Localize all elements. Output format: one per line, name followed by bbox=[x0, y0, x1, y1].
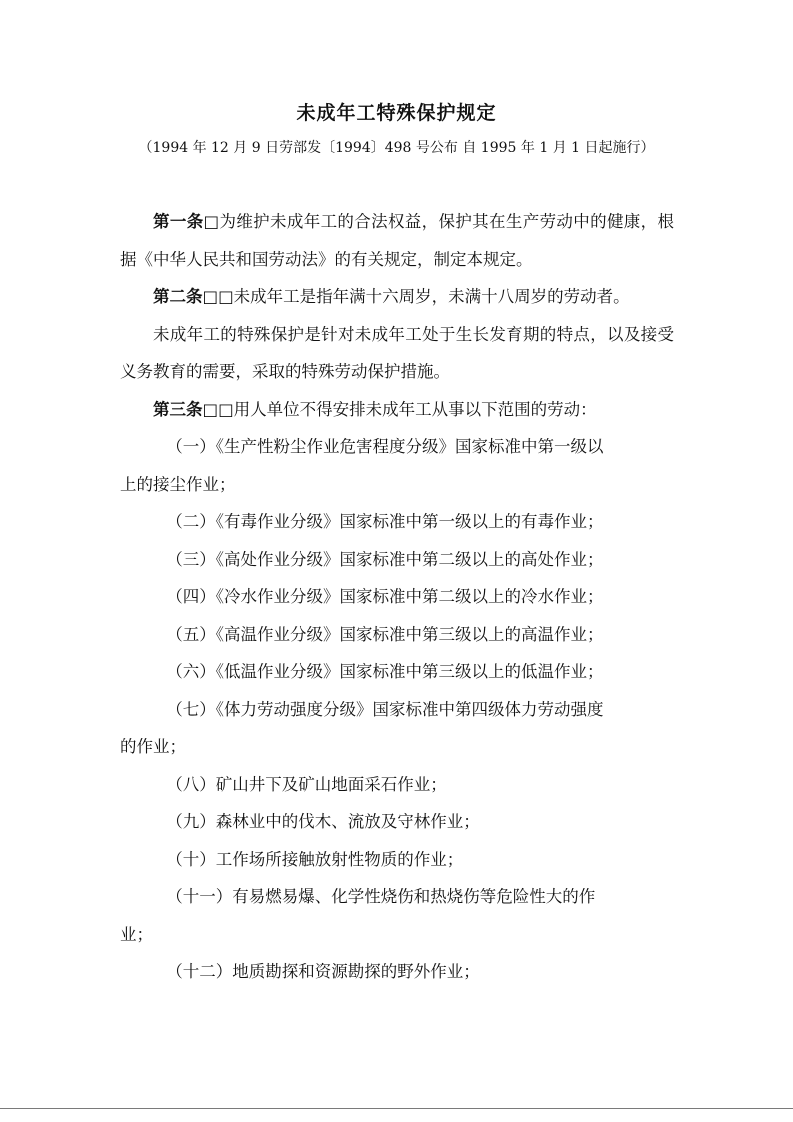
list-item-continuation: 上的接尘作业； bbox=[120, 474, 236, 494]
list-item: （八）矿山井下及矿山地面采石作业； bbox=[166, 774, 447, 794]
list-item: （六）《低温作业分级》国家标准中第三级以上的低温作业； bbox=[166, 662, 604, 681]
article-1-label: 第一条 bbox=[153, 212, 204, 231]
list-item: （九）森林业中的伐木、流放及守林作业； bbox=[166, 812, 480, 831]
list-item-continuation: 业； bbox=[120, 924, 153, 944]
list-item: （五）《高温作业分级》国家标准中第三级以上的高温作业； bbox=[166, 624, 604, 644]
article-3-label: 第三条 bbox=[153, 399, 203, 419]
article-2-paragraph-2: 未成年工的特殊保护是针对未成年工处于生长发育期的特点，以及接受义务教育的需要，采取的特殊劳动保护措施。 bbox=[120, 324, 674, 381]
list-item: （三）《高处作业分级》国家标准中第二级以上的高处作业； bbox=[166, 549, 604, 569]
list-item: （十二）地质勘探和资源勘探的野外作业； bbox=[166, 962, 480, 981]
list-item: （七）《体力劳动强度分级》国家标准中第四级体力劳动强度 bbox=[166, 699, 604, 719]
article-2 bbox=[120, 278, 674, 316]
article-1 bbox=[120, 203, 674, 278]
list-item: （四）《冷水作业分级》国家标准中第二级以上的冷水作业； bbox=[166, 587, 604, 606]
article-3 bbox=[120, 391, 674, 429]
article-2-label: 第二条 bbox=[153, 287, 203, 306]
list-item-continuation: 的作业； bbox=[120, 737, 186, 756]
document-title: 未成年工特殊保护规定 bbox=[296, 102, 497, 124]
list-item: （十一）有易燃易爆、化学性烧伤和热烧伤等危险性大的作 bbox=[166, 887, 596, 906]
article-1-text: □为维护未成年工的合法权益，保护其在生产劳动中的健康，根据《中华人民共和国劳动法》的有关规定，制定本规定。 bbox=[120, 212, 675, 269]
list-item: （十）工作场所接触放射性物质的作业； bbox=[166, 849, 464, 869]
article-3-text: □□用人单位不得安排未成年工从事以下范围的劳动： bbox=[202, 399, 597, 419]
page-bottom-divider bbox=[0, 1108, 793, 1109]
list-item: （一）《生产性粉尘作业危害程度分级》国家标准中第一级以 bbox=[166, 437, 604, 456]
list-item: （二）《有毒作业分级》国家标准中第一级以上的有毒作业； bbox=[166, 512, 604, 531]
article-2-text: □□未成年工是指年满十六周岁，未满十八周岁的劳动者。 bbox=[202, 287, 630, 306]
document-subtitle: （1994 年 12 月 9 日劳部发〔1994〕498 号公布 自 1995 年 1 月 1 日起施行） bbox=[138, 140, 655, 156]
document-body bbox=[120, 203, 674, 991]
